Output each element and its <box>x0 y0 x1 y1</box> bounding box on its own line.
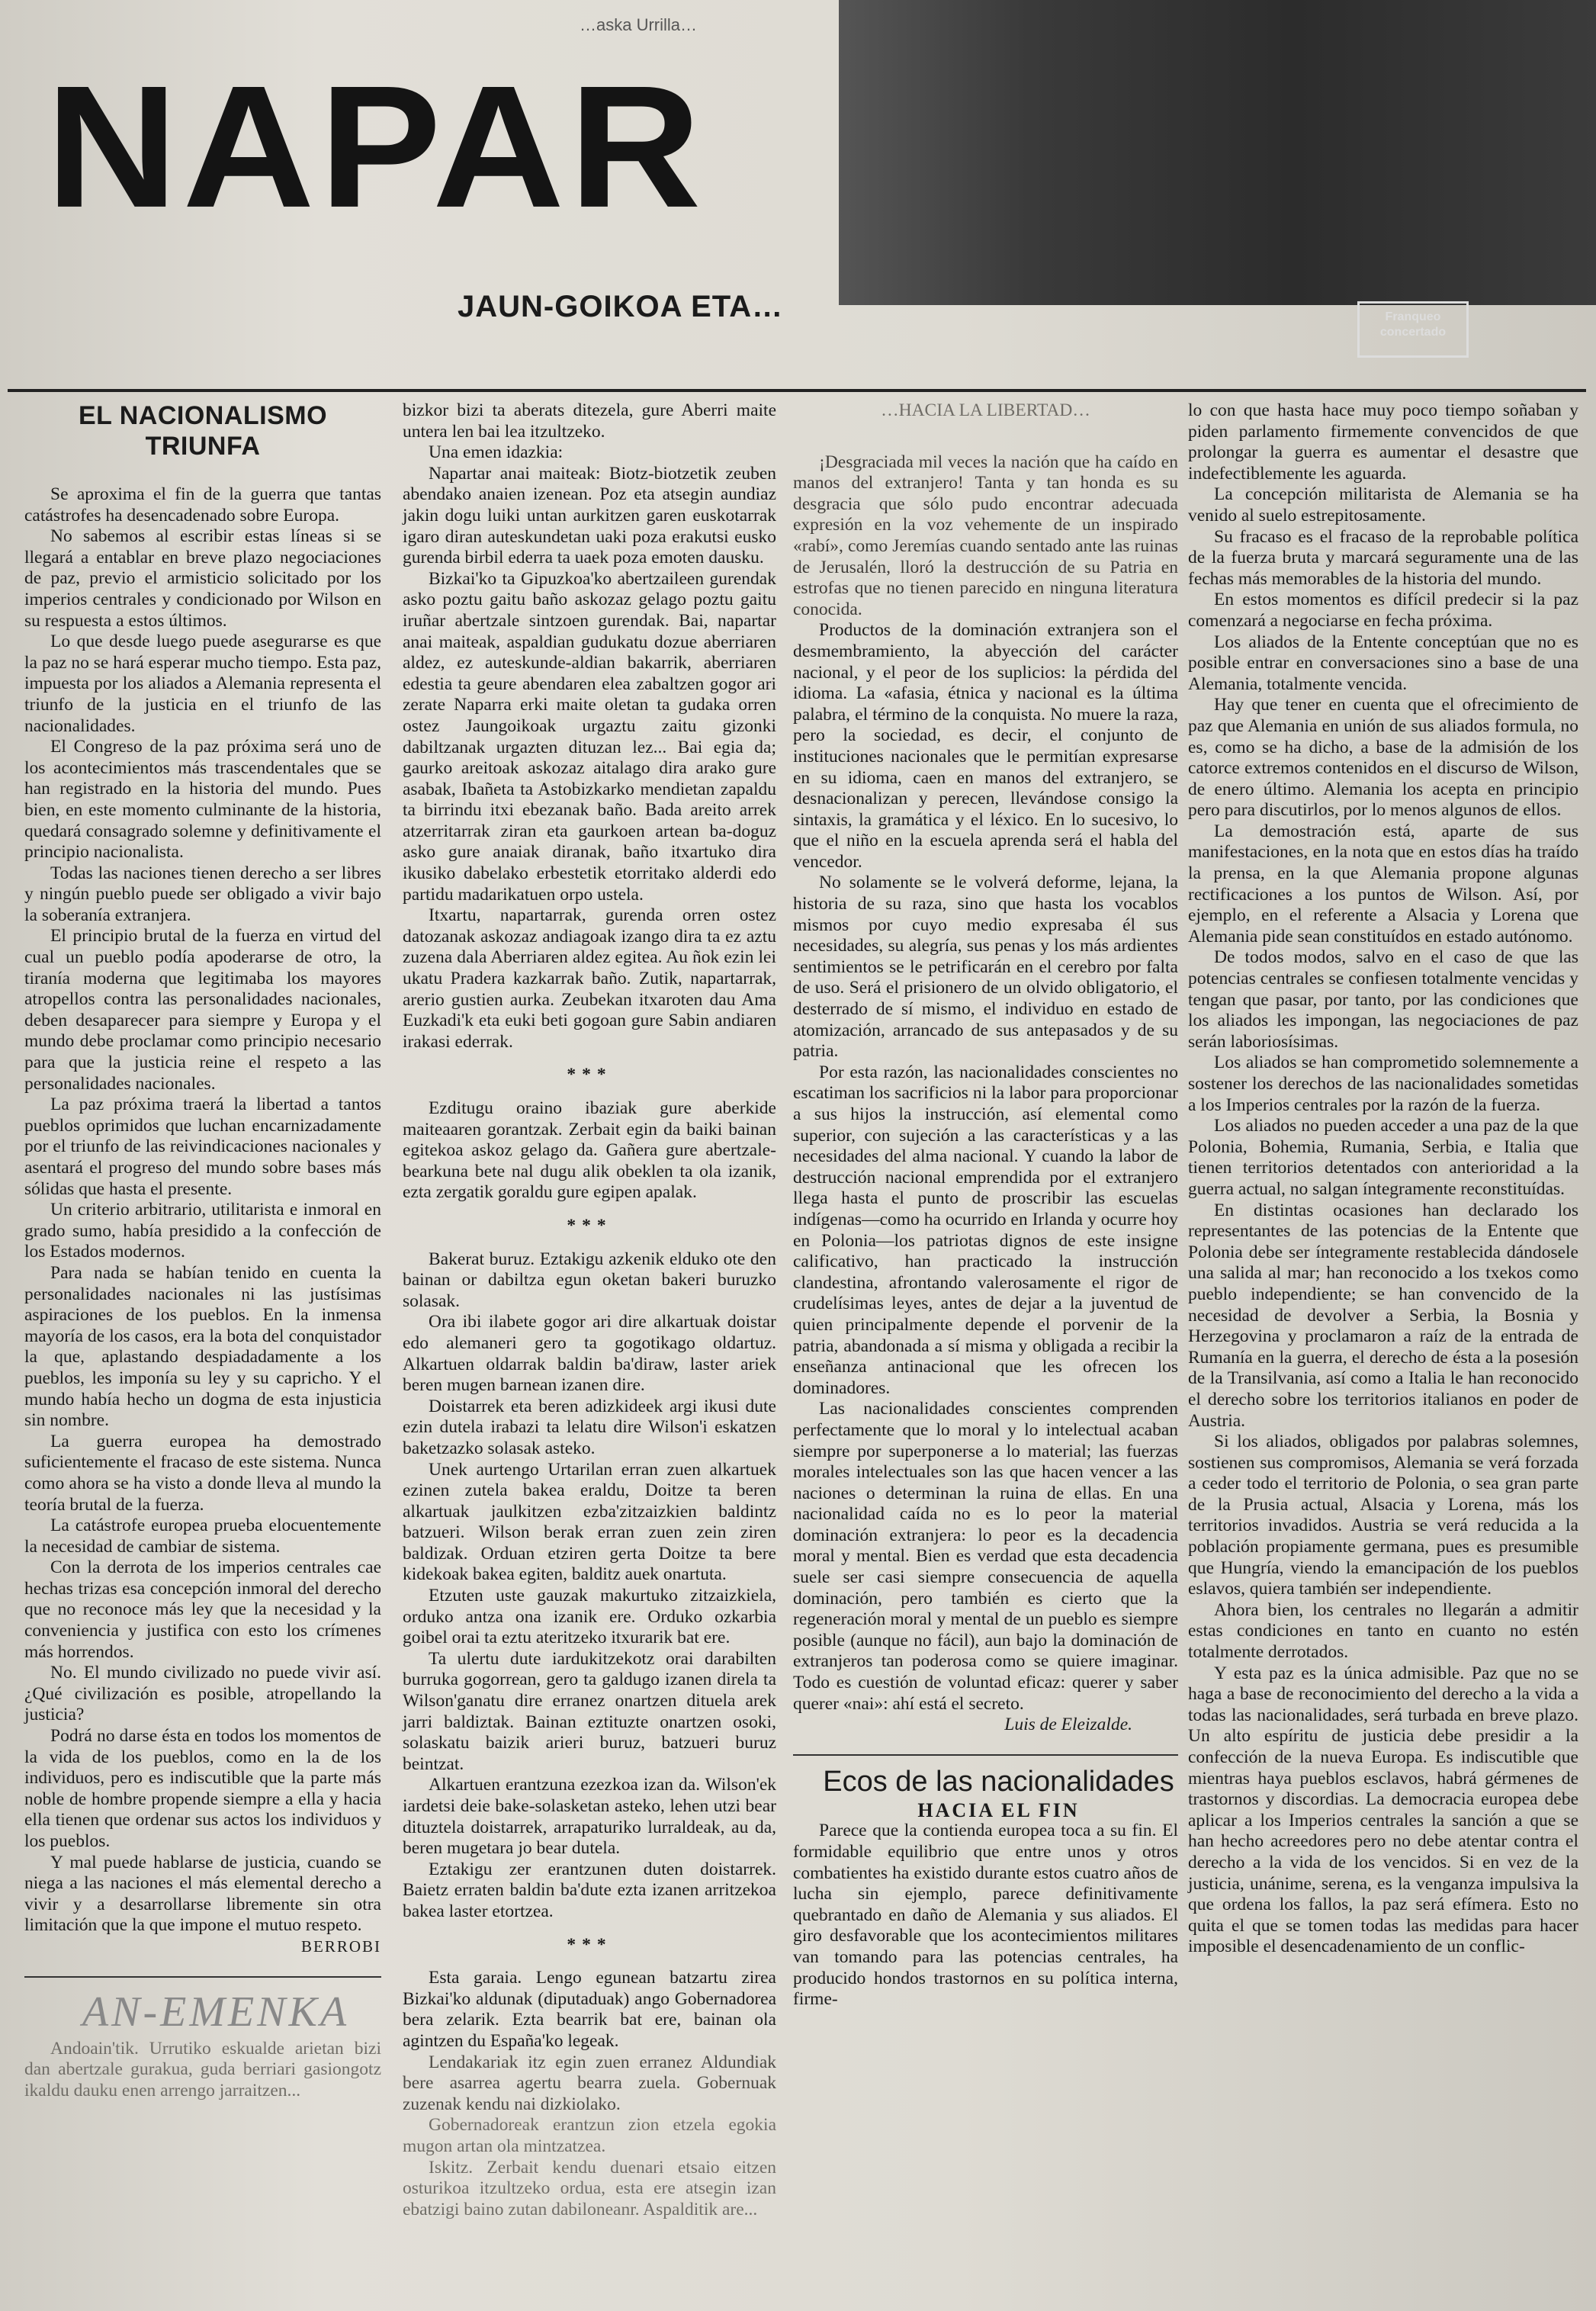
paragraph: Y mal puede hablarse de justicia, cuando se niega a las naciones el más elemental derecho a vivir y a desarrollarse libremente sin otra limitación que la que impone el mutuo respeto. <box>24 1852 381 1936</box>
paragraph: Ezditugu oraino ibaziak gure aberkide maiteaaren gorantzak. Zerbait egin da baiki bainan egitekoa askoz gelago da. Gañera gure abertzale-bearkuna bete nal dugu alik obeklen ta ola izanik, ezta zergatik goraldu gure egipen apalak. <box>403 1098 776 1203</box>
paragraph: Alkartuen erantzuna ezezkoa izan da. Wilson'ek iardetsi deie bake-solasketan asteko, lehen utzi bear dituztela doistarrek, arrapaturiko lurraldeak, au da, beren mugetara jo bear dutela. <box>403 1775 776 1859</box>
paragraph: Para nada se habían tenido en cuenta la personalidades nacionales ni las justísimas aspiraciones de los pueblos. En la inmensa mayoría de los casos, era la bota del conquistador la que, aplastando despiadadamente a los pueblos, les imponía su ley y su capricho. Y el mundo había hecho un dogma de esta injusticia sin nombre. <box>24 1262 381 1431</box>
paragraph: Una emen idazkia: <box>429 442 564 463</box>
paragraph: Productos de la dominación extranjera son el desmembramiento, la abyección del carácter nacional, y el peor de los suplicios: la pérdida del idioma. La «afasia, étnica y nacional es la última palabra, el término de la conquista. No muere la raza, pero la sociedad, es decir, el conjunto de instituciones nacionales que le permitían expresarse en su idioma, caen en manos del extranjero, se desnacionalizan y perecen, llevándose consigo la sintaxis, la gramática y el léxico. En lo sucesivo, lo que el niño en la escuela aprenda será el habla del vencedor. <box>793 620 1178 872</box>
paragraph: Esta garaia. Lengo egunean batzartu zirea Bizkai'ko aldunak (diputaduak) ango Gobernadorea bera zelarik. Ezta bearrik bat ere, bainan ola agintzen du España'ko legeak. <box>403 1968 776 2051</box>
subtitle-hacia-el-fin: HACIA EL FIN <box>917 1798 1080 1821</box>
paragraph: Unek aurtengo Urtarilan erran zuen alkartuek ezinen zutela bakea eraldu, Doitze ta beren alkartuak jaulkitzen ezba'zitzaizkien baldintz batzueri. Wilson berak erran zuen zein ziren baldizak. Orduan etziren gerta Doitze ta bere kidekoak bakea egiten, balditz auek onartuta. <box>403 1459 776 1585</box>
section-separator-stars: *** <box>567 1215 612 1236</box>
paragraph: Si los aliados, obligados por palabras solemnes, sostienen sus compromisos, Alemania se verá forzada a ceder todo el territorio de Polonia, o sea gran parte de la Prusia actual, Alsacia y Lorena, más los territorios invadidos. Austria se verá reducida a la población propiamente germana, pues es presumible que Hungría, viendo la emancipación de los pueblos eslavos, quiera también ser independiente. <box>1188 1432 1578 1599</box>
paragraph: La guerra europea ha demostrado suficientemente el fracaso de este sistema. Nunca como ahora se ha visto a donde lleva al mundo la teoría brutal de la fuerza. <box>24 1431 381 1515</box>
paragraph: Iskitz. Zerbait kendu duenari etsaio eitzen osturikoa itzultzeko ordua, esta ere atsegin izan ebatzigi baino zutan dabiloneanr. Aspalditik are... <box>403 2157 776 2219</box>
paragraph: Un criterio arbitrario, utilitarista e inmoral en grado sumo, había presidido a la confección de los Estados modernos. <box>24 1200 381 1262</box>
section-title-anemenka: AN-EMENKA <box>82 1988 350 2036</box>
paragraph: No. El mundo civilizado no puede vivir así. ¿Qué civilización es posible, atropellando la justicia? <box>24 1663 381 1725</box>
paragraph: Ahora bien, los centrales no llegarán a admitir estas condiciones en tanto en cuanto no estén totalmente derrotados. <box>1188 1599 1578 1663</box>
paragraph: Lo que desde luego puede asegurarse es que la paz no se hará esperar mucho tiempo. Esta paz, impuesta por los aliados a Alemania representa el triunfo de la justicia en el triunfo de las nacionalidades. <box>24 632 381 736</box>
paragraph: lo con que hasta hace muy poco tiempo soñaban y piden parlamento firmemente convencidos de que prolongar la guerra es aumentar el desastre que indefectiblemente les aguarda. <box>1188 400 1578 484</box>
column-4 <box>1188 400 1578 1958</box>
paragraph: Hay que tener en cuenta que el ofrecimiento de paz que Alemania en unión de sus aliados formula, no es, como se ha dicho, a base de la admisión de los catorce extremos contenidos en el discurso de Wilson, de enero último. Alemania los acepta en principio pero para discutirlos, por lo menos algunos de ellos. <box>1188 695 1578 821</box>
paragraph: Todas las naciones tienen derecho a ser libres y ningún pueblo puede ser obligado a vivir bajo la soberanía extranjera. <box>24 863 381 925</box>
paragraph: Doistarrek eta beren adizkideek argi ikusi dute ezin dutela irabazi ta lelatu dire Wilson'i eskatzen baketzazko solasak asteko. <box>403 1396 776 1458</box>
newspaper-title: NAPAR <box>46 49 706 244</box>
paragraph: La concepción militarista de Alemania se ha venido al suelo estrepitosamente. <box>1188 484 1578 526</box>
paragraph: Bizkai'ko ta Gipuzkoa'ko abertzaileen gurendak asko poztu gaitu baño askozaz gelago poztu gaitu iruñar abertzale sintzoen gurendak. Bai, napartar anai maiteak, aspaldian gudukatu dozue aberriaren aldez, ez auteskunde-aldian bakarrik, aberriaren edestia ta geure abendaren elea zabaltzen gogor ari zerate Naparra erki maite oletan ta gudaka orren ostez Jaungoikoak urgaztu zaitu gizonki dabiltzanak urgazten dituzan lez... Bai egia da; gaurko areitoak askozaz aitalago dira arako gure asabak, Ibañeta ta Astobizkarko mendietan zapaldu ta birrindu itxi ebezanak baño. Bada areito arrek atzerritarrak ziran eta gaurkoen artean ba-doguz asko gure anaiak diranak, baño itxartuko dira ikusiko dabelako erbestetik etorritako alderdi edo partidu madarikatuen orpo ustela. <box>403 568 776 905</box>
paragraph: La demostración está, aparte de sus manifestaciones, en la nota que en estos días ha traído la prensa, en la que Alemania propone algunas rectificaciones a los puntos de Wilson. Así, por ejemplo, en el referente a Alsacia y Lorena que Alemania pide sean constituídos en estado autónomo. <box>1188 821 1578 947</box>
section-title-ecos: Ecos de las nacionalidades <box>823 1765 1174 1798</box>
paragraph: De todos modos, salvo en el caso de que las potencias centrales se confiesen totalmente vencidas y tengan que pasar, por tanto, por las condiciones que los aliados les impongan, las negociaciones de paz serán laboriosísimas. <box>1188 947 1578 1052</box>
section-separator-stars: *** <box>567 1065 612 1085</box>
masthead-motto: JAUN-GOIKOA ETA… <box>458 290 784 323</box>
paragraph: Por esta razón, las nacionalidades conscientes no escatiman los sacrificios ni la labor para proporcionar a sus hijos la instrucción, así elemental como superior, con sujeción a las características y a las necesidades del alma nacional. Y cuando la labor de destrucción nacional emprendida por el extranjero llega hasta el punto de proscribir las escuelas indígenas—como ha ocurrido en Irlanda y ocurre hoy en Polonia—los patriotas dignos de este insigne calificativo, han practicado la instrucción clandestina, afrontando valerosamente el rigor de crudelísimas leyes, antes de dejar a la juventud de quien principalmente depende el porvenir de la patria, abandonada a sí misma y obligada a recibir la enseñanza antinacional que les ofrecen los dominadores. <box>793 1062 1178 1398</box>
paragraph: La paz próxima traerá la libertad a tantos pueblos oprimidos que luchan encarnizadamente por el triunfo de las reivindicaciones nacionales y asentará el progreso del mundo sobre bases más sólidas que hasta el presente. <box>24 1094 381 1199</box>
section-divider <box>24 1976 381 1978</box>
paragraph: Los aliados no pueden acceder a una paz de la que Polonia, Bohemia, Rumania, Serbia, e Italia que tienen territorios detentados con anterioridad a la guerra actual, no salgan íntegramente reconstituídas. <box>1188 1116 1578 1199</box>
paragraph: No sabemos al escribir estas líneas si se llegará a entablar en breve plazo negociaciones de paz, previo el armisticio solicitado por los imperios centrales y condicionado por Wilson en su respuesta a estos últimos. <box>24 526 381 631</box>
paragraph: Ta ulertu dute iardukitzekotz orai darabilten burruka gogorrean, gero ta galdugo izanen direla ta Wilson'ganatu dire erranez onartzen dituela arek jarri baldiztak. Bainan eztituzte onartzen osoki, solaskatu baizik arieri buruz, batzueri buruz beintzat. <box>403 1648 776 1774</box>
paragraph: No solamente se le volverá deforme, lejana, la historia de su raza, sino que hasta los vocablos mismos por cuyo medio expresaba él sus necesidades, su alegría, sus penas y los más ardientes sentimientos se le petrificarán en el cerebro por falta de uso. Será el prisionero de un olvido obligatorio, el desterrado de sí mismo, el individuo en estado de atomización, arrancado de sus antepasados y de su patria. <box>793 873 1178 1062</box>
headline-nacionalismo: EL NACIONALISMO TRIUNFA <box>78 401 328 461</box>
masthead <box>46 49 961 258</box>
paragraph: Las nacionalidades conscientes comprenden perfectamente que lo moral y lo intelectual acaban siempre por superponerse a lo material; las fuerzas morales intelectuales son las que hacen vencer a las naciones o determinan la ruina de ellas. En una nacionalidad caída no es lo peor la material dominación extranjera: lo peor es la decadencia moral y mental. Bien es verdad que esta decadencia suele ser casi siempre consecuencia de aquella dominación, pero también es cierto que la regeneración moral y mental de un pueblo es siempre posible (aunque no fácil), aun bajo la dominación de extranjeros tan poderosa como se quiere imaginar. Todo es cuestión de voluntad eficaz: querer y saber querer «nai»: ahí está el secreto. <box>793 1399 1178 1714</box>
paragraph: Eztakigu zer erantzunen duten doistarrek. Baietz erraten baldin ba'dute ezta izanen arritzekoa bakea laster etortzea. <box>403 1859 776 1921</box>
section-separator-stars: *** <box>567 1934 612 1955</box>
paragraph: Gobernadoreak erantzun zion etzela egokia mugon artan ola mintzatzea. <box>403 2115 776 2156</box>
paragraph: Los aliados de la Entente conceptúan que no es posible entrar en conversaciones sino a base de una Alemania, totalmente vencida. <box>1188 632 1578 694</box>
paragraph: Los aliados se han comprometido solemnemente a sostener los derechos de las nacionalidades sometidas a los Imperios centrales por la razón de la fuerza. <box>1188 1053 1578 1115</box>
paragraph: Andoain'tik. Urrutiko eskualde arietan bizi dan abertzale gurakua, guda berriari gasiongotz ikaldu dauku enen arrengo jarraitzen... <box>24 2038 381 2100</box>
paragraph: Con la derrota de los imperios centrales cae hechas trizas esa concepción inmoral del derecho que no reconoce más ley que la necesidad y la conveniencia y justifica con esto los crímenes más horrendos. <box>24 1557 381 1662</box>
paragraph: bizkor bizi ta aberats ditezela, gure Aberri maite untera len bai lea itzultzeko. <box>403 400 776 442</box>
column-2 <box>403 400 776 2220</box>
paragraph: Su fracaso es el fracaso de la reprobable política de la fuerza bruta y marcará seguramente una de las fechas más memorables de la historia del mundo. <box>1188 526 1578 589</box>
paragraph: Y esta paz es la única admisible. Paz que no se haga a base de reconocimiento del derecho a la vida a todas las nacionalidades, será turbada en breve plazo. Un alto espíritu de justicia debe presidir a la confección de la nueva Europa. Es indiscutible que mientras haya pueblos esclavos, habrá gérmenes de trastornos y discordias. La democracia europea debe aplicar a los Imperios centrales la sanción a que se han hecho acreedores pero no debe atentar contra el derecho a la vida de los vencidos. Si en vez de la justicia, unánime, serena, es la venganza impulsiva la que ordena los fallos, la paz será efímera. Esto no quita el que se tomen todas las medidas para hacer imposible el desencadenamiento de un conflic- <box>1188 1663 1578 1957</box>
paragraph: La catástrofe europea prueba elocuentemente la necesidad de cambiar de sistema. <box>24 1515 381 1557</box>
paragraph: Se aproxima el fin de la guerra que tantas catástrofes ha desencadenado sobre Europa. <box>24 484 381 526</box>
column-3 <box>793 400 1178 2010</box>
section-divider <box>793 1754 1178 1756</box>
masthead-topline: …aska Urrilla… <box>580 15 698 34</box>
paragraph: Napartar anai maiteak: Biotz-biotzetik zeuben abendako anaien izenean. Poz eta atsegin aundiaz jakin dogu luiki untan aurkitzen garen euskotarrak igaro diran auteskundetan uaki poza erakutsi eusko gurenda birbil ederra ta uaek poza emoten dausku. <box>403 463 776 568</box>
franqueo-stamp: Franqueo concertado <box>1357 301 1469 358</box>
paragraph: El principio brutal de la fuerza en virtud del cual un pueblo podía apoderarse de otro, la tiranía moderna que legitimaba los mayores atropellos contra las personalidades nacionales, deben desaparecer para siempre y Europa y el mundo debe proclamar como principio necesario para que la justicia reine el respeto a las personalidades nacionales. <box>24 926 381 1094</box>
paragraph: Itxartu, napartarrak, gurenda orren ostez datozanak askozaz andiagoak izango dira ta ez aztu zuzena dala Aberriaren aldez egitea. Au ñok ezin lei ukatu Pradera kazkarrak baño. Zutik, napartarrak, arerio gustien aurka. Zeubekan itxaroten dau Ama Euzkadi'k eta euki beti gogoan gure Sabin andiaren irakasi ederrak. <box>403 905 776 1052</box>
header-rule <box>8 389 1586 392</box>
paragraph: ¡Desgraciada mil veces la nación que ha caído en manos del extranjero! Tanta y tan honda es su desgracia que sólo pudo encontrar adecuada expresión en la voz vehemente de un inspirado «rabí», como Jeremías cuando sentado ante las ruinas de Jerusalén, lloró la destrucción de su Patria en estrofas que no tienen parecido en ninguna literatura conocida. <box>793 452 1178 619</box>
paragraph: En estos momentos es difícil predecir si la paz comenzará a negociarse en fecha próxima. <box>1188 590 1578 631</box>
paragraph: Etzuten uste gauzak makurtuko zitzaizkiela, orduko antza ona izanik ere. Orduko ozkarbia goibel orai ta eztu ateritzeko itxurarik bat ere. <box>403 1586 776 1648</box>
paragraph: Parece que la contienda europea toca a su fin. El formidable equilibrio que entre unos y otros combatientes ha existido durante estos cuatro años de lucha sin ejemplo, parece definitivamente quebrantado en daño de Alemania y sus aliados. El giro desfavorable que los acontecimientos militares van tomando para las potencias centrales, ha producido hondos trastornos en su política interna, firme- <box>793 1821 1178 2010</box>
paragraph: En distintas ocasiones han declarado los representantes de las potencias de la Entente que Polonia debe ser íntegramente restablecida dándosele una salida al mar; han reconocido a los txekos como pueblo independiente; se han convencido de la necesidad de devolver a Serbia, la Bosnia y Herzegovina y proclamaron a raíz de la entrada de Rumanía en la guerra, el derecho de ésta a la posesión de la Transilvania, así como a Italia le han reconocido el derecho sobre los territorios italianos en poder de Austria. <box>1188 1200 1578 1431</box>
paragraph: El Congreso de la paz próxima será uno de los acontecimientos más trascendentales que se han registrado en la historia del mundo. Pues bien, en este momento culminante de la historia, quedará consagrado solemne y definitivamente el principio nacionalista. <box>24 737 381 863</box>
paragraph: Podrá no darse ésta en todos los momentos de la vida de los pueblos, como en la de los individuos, pero es indiscutible que la parte más noble de hombre propende siempre a ella y hacia ella tienen que ordenar sus actos los individuos y los pueblos. <box>24 1726 381 1851</box>
paragraph: Lendakariak itz egin zuen erranez Aldundiak bere asarrea agertu bearra zuela. Gobernuak zuzenak kendu nai dizkiolako. <box>403 2052 776 2114</box>
article-header-faded: …HACIA LA LIBERTAD… <box>881 400 1090 420</box>
paragraph: Ora ibi ilabete gogor ari dire alkartuak doistar edo alemaneri gero ta gogotikago oldartuz. Alkartuen oldarrak baldin ba'diraw, laster ariek beren mugen barnean izanen dire. <box>403 1312 776 1396</box>
signature-berrobi: BERROBI <box>300 1937 381 1956</box>
paragraph: Bakerat buruz. Eztakigu azkenik elduko ote den bainan or dabiltza egun oketan bakeri buruzko solasak. <box>403 1249 776 1311</box>
column-1 <box>24 400 381 2101</box>
signature-eleizalde: Luis de Eleizalde. <box>1004 1715 1132 1735</box>
